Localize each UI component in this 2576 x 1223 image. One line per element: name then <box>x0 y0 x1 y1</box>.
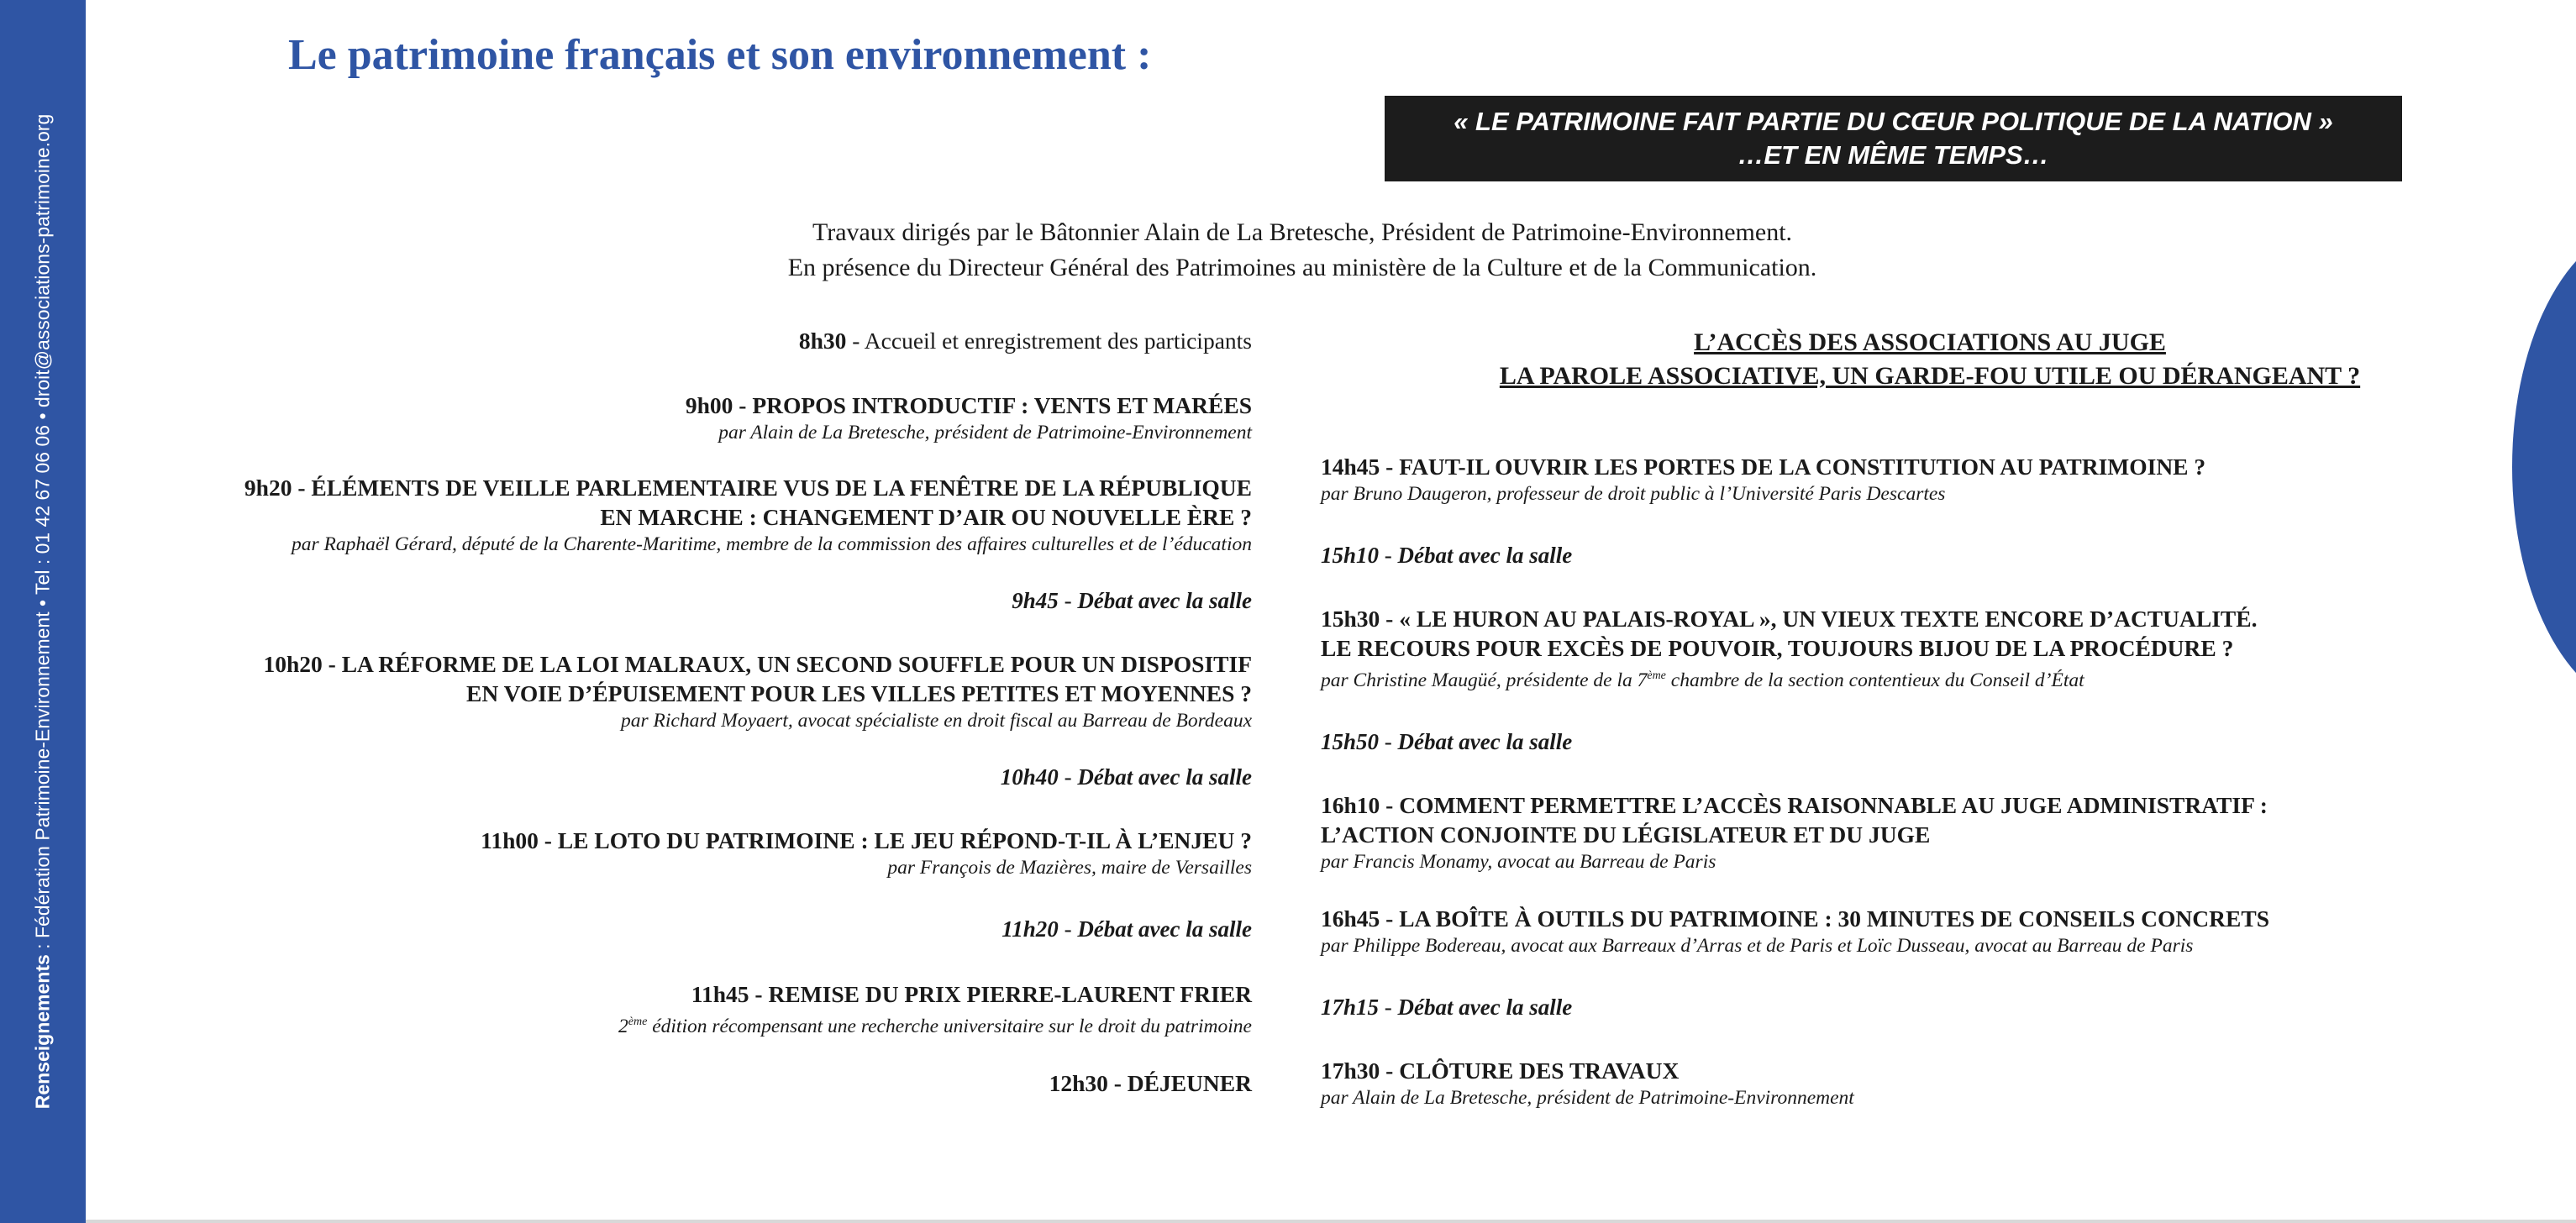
item-separator: - <box>1380 791 1400 818</box>
item-title: COMMENT PERMETTRE L’ACCÈS RAISONNABLE AU JUGE ADMINISTRATIF : <box>1399 791 2268 818</box>
program-item-welcome <box>126 326 1252 355</box>
speaker-text: par Christine Maugüé, présidente de la 7 <box>1321 669 1648 691</box>
contact-label: Renseignements <box>31 954 54 1110</box>
item-title: LA BOÎTE À OUTILS DU PATRIMOINE : 30 MINUTES DE CONSEILS CONCRETS <box>1399 905 2269 932</box>
edition-text: édition récompensant une recherche universitaire sur le droit du patrimoine <box>647 1015 1252 1037</box>
session-title <box>126 649 1252 679</box>
session-speaker <box>1321 663 2438 694</box>
item-time: 10h20 <box>263 651 323 677</box>
session-title <box>126 979 1252 1009</box>
item-time: 11h20 <box>1001 916 1059 942</box>
item-separator: - <box>749 981 769 1007</box>
intro-line-2: En présence du Directeur Général des Patrimoines au ministère de la Culture et de la Communication. <box>787 254 1817 281</box>
session-speaker: par Raphaël Gérard, député de la Charente-Maritime, membre de la commission des affaires culturelles et de l’éducation <box>291 533 1252 555</box>
section-heading-2: LA PAROLE ASSOCIATIVE, UN GARDE-FOU UTILE OU DÉRANGEANT ? <box>1499 362 2361 390</box>
session-title <box>1321 604 2438 633</box>
session-title <box>126 391 1252 420</box>
debate-item <box>126 586 1252 616</box>
item-separator: - <box>1058 588 1078 613</box>
contact-info <box>32 66 55 1157</box>
item-time: 15h30 <box>1321 606 1380 632</box>
debate-item <box>126 915 1252 944</box>
item-text: Débat avec la salle <box>1397 728 1573 754</box>
session-title-cont: L’ACTION CONJOINTE DU LÉGISLATEUR ET DU JUGE <box>1321 821 1931 848</box>
item-time: 11h45 <box>691 981 749 1007</box>
item-time: 14h45 <box>1321 454 1380 480</box>
item-separator: - <box>1058 916 1078 942</box>
debate-item <box>1321 727 2438 757</box>
item-text: Débat avec la salle <box>1077 764 1252 790</box>
item-separator: - <box>1380 1057 1400 1084</box>
program-item-lunch <box>126 1068 1252 1098</box>
page-title: Le patrimoine français et son environnement : <box>288 31 1152 79</box>
item-separator: - <box>1379 543 1398 568</box>
session-title <box>126 473 1252 502</box>
afternoon-program <box>1321 326 2438 1111</box>
morning-program <box>126 326 1252 1098</box>
item-title: « LE HURON AU PALAIS-ROYAL », UN VIEUX TEXTE ENCORE D’ACTUALITÉ. <box>1399 606 2258 632</box>
item-time: 12h30 <box>1049 1069 1108 1096</box>
session-title <box>126 826 1252 855</box>
item-time: 16h45 <box>1321 905 1380 932</box>
item-time: 9h00 <box>685 392 733 418</box>
ordinal-suffix: ème <box>1647 669 1666 682</box>
item-separator: - <box>1107 1069 1128 1096</box>
bottom-divider <box>86 1220 2576 1223</box>
item-time: 11h00 <box>481 827 539 853</box>
session-speaker: par François de Mazières, maire de Versailles <box>887 857 1252 879</box>
item-title: PROPOS INTRODUCTIF : VENTS ET MARÉES <box>752 392 1252 418</box>
edition-number: 2 <box>618 1015 628 1037</box>
session-title-cont: LE RECOURS POUR EXCÈS DE POUVOIR, TOUJOURS BIJOU DE LA PROCÉDURE ? <box>1321 635 2234 661</box>
item-time: 9h45 <box>1012 588 1059 613</box>
section-heading-1: L’ACCÈS DES ASSOCIATIONS AU JUGE <box>1694 328 2166 356</box>
item-text: Débat avec la salle <box>1397 543 1573 568</box>
item-text: Débat avec la salle <box>1077 916 1252 942</box>
item-separator: - <box>1379 728 1398 754</box>
intro-text <box>588 215 2016 286</box>
item-time: 15h50 <box>1321 728 1380 754</box>
item-separator: - <box>292 475 312 501</box>
item-text: Accueil et enregistrement des participants <box>864 328 1252 354</box>
item-text: Débat avec la salle <box>1077 588 1252 613</box>
item-separator: - <box>1058 764 1078 790</box>
item-text: Débat avec la salle <box>1397 994 1573 1020</box>
session-title-cont: EN MARCHE : CHANGEMENT D’AIR OU NOUVELLE ÈRE ? <box>600 504 1252 530</box>
session-speaker <box>126 1009 1252 1040</box>
item-time: 10h40 <box>1000 764 1059 790</box>
session-speaker: par Bruno Daugeron, professeur de droit public à l’Université Paris Descartes <box>1321 483 1946 505</box>
session-title-cont: EN VOIE D’ÉPUISEMENT POUR LES VILLES PETITES ET MOYENNES ? <box>466 680 1252 706</box>
debate-item <box>1321 541 2438 570</box>
headline-banner <box>1385 96 2402 181</box>
edition-suffix: ème <box>628 1016 648 1028</box>
sidebar <box>0 0 86 1223</box>
item-time: 17h30 <box>1321 1057 1380 1084</box>
session-speaker: par Francis Monamy, avocat au Barreau de Paris <box>1321 850 1716 873</box>
item-title: FAUT-IL OUVRIR LES PORTES DE LA CONSTITUTION AU PATRIMOINE ? <box>1399 454 2206 480</box>
session-speaker: par Richard Moyaert, avocat spécialiste en droit fiscal au Barreau de Bordeaux <box>621 710 1252 732</box>
item-time: 16h10 <box>1321 791 1380 818</box>
item-time: 17h15 <box>1321 994 1380 1020</box>
banner-line-2: …ET EN MÊME TEMPS… <box>1737 140 2049 170</box>
item-separator: - <box>1380 905 1400 932</box>
item-separator: - <box>322 651 342 677</box>
item-title: LE LOTO DU PATRIMOINE : LE JEU RÉPOND-T-IL À L’ENJEU ? <box>557 827 1252 853</box>
item-separator: - <box>733 392 753 418</box>
item-separator: - <box>1379 994 1398 1020</box>
speaker-text-cont: chambre de la section contentieux du Conseil d’État <box>1665 669 2084 691</box>
item-separator: - <box>538 827 558 853</box>
session-title <box>1321 1056 2438 1085</box>
item-time: 15h10 <box>1321 543 1380 568</box>
banner-line-1: « LE PATRIMOINE FAIT PARTIE DU CŒUR POLITIQUE DE LA NATION » <box>1454 107 2333 136</box>
item-title: ÉLÉMENTS DE VEILLE PARLEMENTAIRE VUS DE LA FENÊTRE DE LA RÉPUBLIQUE <box>311 475 1252 501</box>
session-title <box>1321 904 2438 933</box>
item-time: 9h20 <box>244 475 292 501</box>
decorative-semicircle <box>2512 225 2576 709</box>
item-time: 8h30 <box>798 328 847 354</box>
item-title: REMISE DU PRIX PIERRE-LAURENT FRIER <box>768 981 1252 1007</box>
item-text: DÉJEUNER <box>1127 1069 1252 1096</box>
session-speaker: par Alain de La Bretesche, président de Patrimoine-Environnement <box>718 422 1252 444</box>
intro-line-1: Travaux dirigés par le Bâtonnier Alain de La Bretesche, Président de Patrimoine-Environnement. <box>812 218 1793 246</box>
contact-details: : Fédération Patrimoine-Environnement • Tel : 01 42 67 06 06 • droit@associations-patrimoine.org <box>31 113 54 955</box>
session-speaker: par Philippe Bodereau, avocat aux Barreaux d’Arras et de Paris et Loïc Dusseau, avocat au Barreau de Paris <box>1321 934 2194 957</box>
item-title: LA RÉFORME DE LA LOI MALRAUX, UN SECOND SOUFFLE POUR UN DISPOSITIF <box>341 651 1252 677</box>
item-title: CLÔTURE DES TRAVAUX <box>1399 1057 1680 1084</box>
session-speaker: par Alain de La Bretesche, président de Patrimoine-Environnement <box>1321 1086 1854 1109</box>
session-title <box>1321 452 2438 481</box>
debate-item <box>1321 993 2438 1022</box>
item-separator: - <box>846 328 865 354</box>
item-separator: - <box>1380 606 1400 632</box>
debate-item <box>126 763 1252 792</box>
session-title <box>1321 790 2438 820</box>
item-separator: - <box>1380 454 1400 480</box>
